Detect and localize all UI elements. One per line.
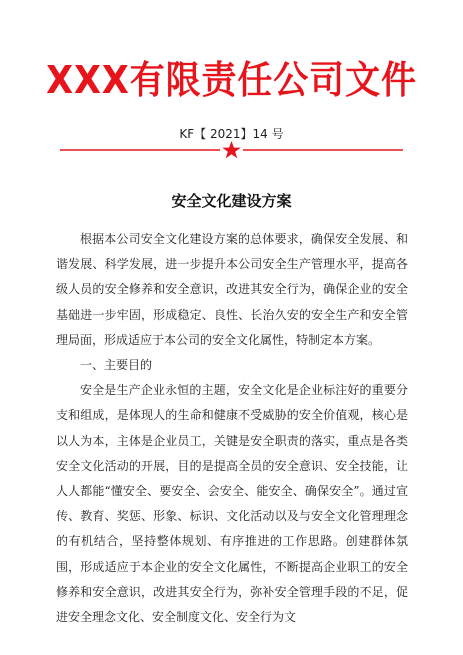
red-divider-graphic <box>60 140 403 160</box>
intro-paragraph: 根据本公司安全文化建设方案的总体要求，确保安全发展、和谐发展、科学发展，进一步提升本公司安全生产管理水平，提高各级人员的安全修养和安全意识，改进其安全行为，确保企业的安全基础进一步牢固，形成稳定、良性、长治久安的安全生产和安全管理局面，形成适应于本公司的安全文化属性，特制定本方案。 <box>56 232 408 347</box>
star-icon <box>222 141 241 158</box>
section-heading: 一、主要目的 <box>80 358 153 373</box>
document-number: KF【 2021】14 号 <box>179 127 284 141</box>
document-body <box>56 227 408 630</box>
document-title: 安全文化建设方案 <box>171 192 292 210</box>
section-paragraph: 安全是生产企业永恒的主题，安全文化是企业标注好的重要分支和组成，是体现人的生命和健康不受威胁的安全价值观，核心是以人为本，主体是企业员工，关键是安全职责的落实，重点是各类安全文化活动的开展，目的是提高全员的安全意识、安全技能，让人人都能“懂安全、要安全、会安全、能安全、确保安全”。通过宣传、教育、奖惩、形象、标识、文化活动以及与安全文化管理理念的有机结合，坚持整体规划、有序推进的工作思路。创建群体氛围，形成适应于本企业的安全文化属性，不断提高企业职工的安全修养和安全意识，改进其安全行为，弥补安全管理手段的不足，促进安全理念文化、安全制度文化、安全行为文 <box>56 383 408 625</box>
red-divider <box>60 140 403 160</box>
company-red-header: XXX有限责任公司文件 <box>46 58 417 102</box>
